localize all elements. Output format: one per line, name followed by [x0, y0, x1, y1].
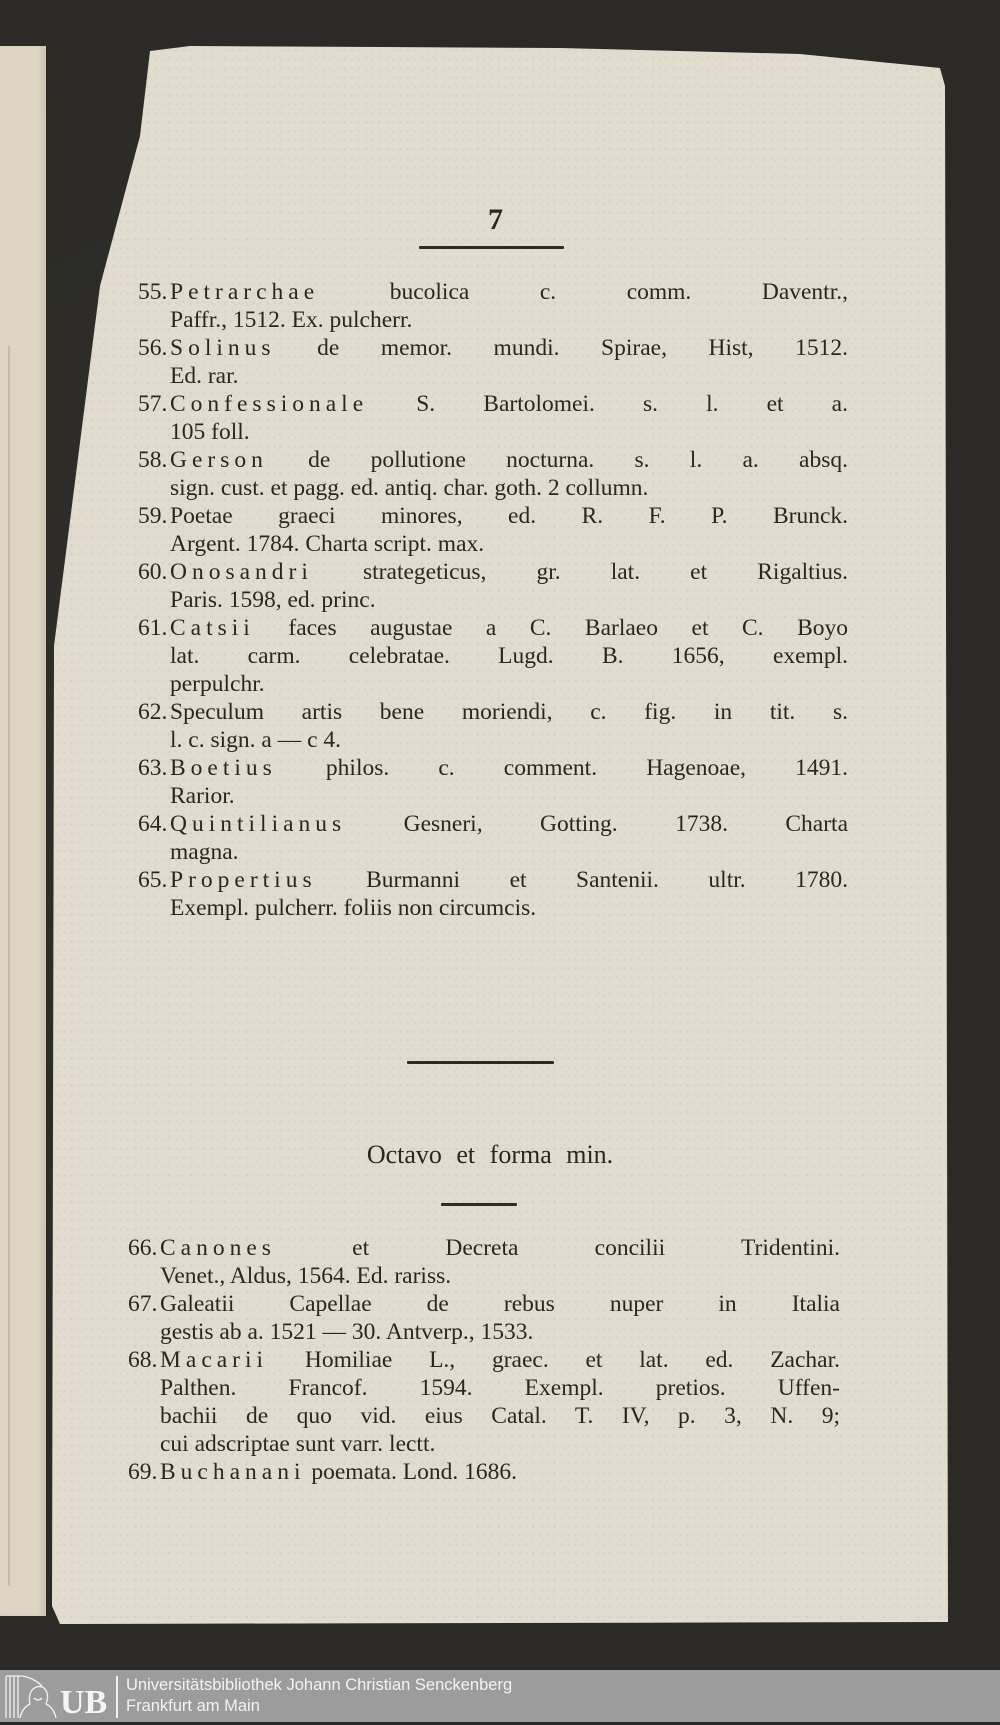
entry-number: 65.	[138, 867, 168, 893]
entry-continuation-line: sign. cust. et pagg. ed. antiq. char. goth. 2 collumn.	[170, 475, 649, 501]
entry-author-spaced: Petrarchae	[170, 279, 320, 305]
entry-number: 62.	[138, 699, 168, 725]
entry-title-rest: Burmanni et Santenii. ultr. 1780.	[316, 867, 848, 893]
entry-continuation-line: Paris. 1598, ed. princ.	[170, 587, 376, 613]
entry-continuation-line: Venet., Aldus, 1564. Ed. rariss.	[160, 1263, 452, 1289]
catalog-entries-quarto	[138, 278, 848, 922]
entry-title-line	[160, 1234, 840, 1262]
catalog-entry	[138, 558, 848, 614]
entry-number: 57.	[138, 391, 168, 417]
catalog-entry	[138, 866, 848, 922]
entry-author-spaced: Macarii	[160, 1347, 269, 1373]
ub-portrait-logo-icon	[2, 1672, 116, 1720]
entry-continuation-line: l. c. sign. a — c 4.	[170, 727, 341, 753]
entry-number: 66.	[128, 1235, 158, 1261]
entry-continuation-line: 105 foll.	[170, 419, 250, 445]
catalog-entry	[138, 698, 848, 754]
entry-continuation-line: Paffr., 1512. Ex. pulcherr.	[170, 307, 413, 333]
entry-number: 55.	[138, 279, 168, 305]
entry-title-line	[170, 446, 848, 474]
entry-continuation-line: Argent. 1784. Charta script. max.	[170, 531, 485, 557]
entry-continuation-line: Palthen. Francof. 1594. Exempl. pretios. Uffen-	[160, 1375, 840, 1401]
entry-number: 63.	[138, 755, 168, 781]
entry-title-line	[170, 278, 848, 306]
entry-title-rest: et Decreta concilii Tridentini.	[275, 1235, 840, 1261]
entry-author-spaced: Canones	[160, 1235, 276, 1261]
catalog-entries-octavo	[128, 1234, 840, 1486]
entry-title-line	[170, 754, 848, 782]
entry-author-spaced: Propertius	[170, 867, 317, 893]
entry-title-rest: de pollutione nocturna. s. l. a. absq.	[267, 447, 848, 473]
entry-title-line	[170, 558, 848, 586]
entry-title-line	[160, 1458, 840, 1486]
entry-number: 58.	[138, 447, 168, 473]
section-divider-rule	[407, 1061, 554, 1064]
entry-title-line	[160, 1290, 840, 1318]
entry-number: 67.	[128, 1291, 158, 1317]
entry-number: 56.	[138, 335, 168, 361]
logo-divider	[116, 1676, 118, 1718]
entry-title-rest: Poetae graeci minores, ed. R. F. P. Brunck.	[170, 503, 848, 529]
entry-author-spaced: Onosandri	[170, 559, 313, 585]
entry-number: 69.	[128, 1459, 158, 1485]
library-footer-bar	[0, 1670, 1000, 1722]
entry-number: 59.	[138, 503, 168, 529]
entry-title-line	[170, 698, 848, 726]
entry-title-rest: de memor. mundi. Spirae, Hist, 1512.	[275, 335, 848, 361]
entry-title-line	[170, 502, 848, 530]
ub-logo-text: UB	[60, 1684, 108, 1720]
entry-title-rest: philos. c. comment. Hagenoae, 1491.	[276, 755, 848, 781]
section-heading-rule	[441, 1203, 517, 1206]
entry-number: 61.	[138, 615, 168, 641]
entry-author-spaced: Gerson	[170, 447, 268, 473]
header-rule	[419, 246, 564, 249]
catalog-entry	[128, 1234, 840, 1290]
entry-title-rest: Homiliae L., graec. et lat. ed. Zachar.	[268, 1347, 840, 1373]
entry-title-rest: strategeticus, gr. lat. et Rigaltius.	[312, 559, 848, 585]
entry-number: 64.	[138, 811, 168, 837]
entry-author-spaced: Boetius	[170, 755, 277, 781]
catalog-entry	[138, 334, 848, 390]
entry-author-spaced: Confessionale	[170, 391, 369, 417]
entry-title-rest: Gesneri, Gotting. 1738. Charta	[346, 811, 848, 837]
entry-title-rest: Galeatii Capellae de rebus nuper in Italia	[160, 1291, 840, 1317]
entry-continuation-line: perpulchr.	[170, 671, 265, 697]
catalog-entry	[128, 1458, 840, 1486]
entry-title-rest: faces augustae a C. Barlaeo et C. Boyo	[254, 615, 848, 641]
entry-title-rest: Speculum artis bene moriendi, c. fig. in tit. s.	[170, 699, 848, 725]
institution-name: Universitätsbibliothek Johann Christian Senckenberg	[126, 1676, 513, 1694]
catalog-entry	[138, 446, 848, 502]
catalog-entry	[128, 1346, 840, 1458]
entry-author-spaced: Buchanani	[160, 1459, 306, 1485]
catalog-entry	[138, 754, 848, 810]
entry-title-rest: S. Bartolomei. s. l. et a.	[368, 391, 848, 417]
entry-continuation-line: Exempl. pulcherr. foliis non circumcis.	[170, 895, 537, 921]
catalog-entry	[138, 390, 848, 446]
catalog-entry	[138, 810, 848, 866]
entry-title-line	[170, 334, 848, 362]
page-number: 7	[488, 203, 504, 236]
institution-city: Frankfurt am Main	[126, 1697, 260, 1715]
entry-continuation-line: magna.	[170, 839, 239, 865]
entry-title-line	[170, 810, 848, 838]
entry-continuation-line: Rarior.	[170, 783, 235, 809]
section-heading: Octavo et forma min.	[366, 1140, 614, 1169]
entry-author-spaced: Quintilianus	[170, 811, 347, 837]
entry-author-spaced: Solinus	[170, 335, 276, 361]
catalog-entry	[138, 614, 848, 698]
entry-continuation-line: gestis ab a. 1521 — 30. Antverp., 1533.	[160, 1319, 534, 1345]
entry-title-rest: bucolica c. comm. Daventr.,	[319, 279, 848, 305]
entry-title-rest: poemata. Lond. 1686.	[305, 1459, 517, 1485]
entry-title-line	[170, 866, 848, 894]
entry-title-line	[160, 1346, 840, 1374]
entry-continuation-line: Ed. rar.	[170, 363, 239, 389]
entry-title-line	[170, 390, 848, 418]
catalog-entry	[138, 278, 848, 334]
entry-number: 68.	[128, 1347, 158, 1373]
catalog-entry	[138, 502, 848, 558]
entry-continuation-line: cui adscriptae sunt varr. lectt.	[160, 1431, 436, 1457]
entry-author-spaced: Catsii	[170, 615, 255, 641]
entry-continuation-line: bachii de quo vid. eius Catal. T. IV, p. 3, N. 9;	[160, 1403, 840, 1429]
entry-continuation-line: lat. carm. celebratae. Lugd. B. 1656, exempl.	[170, 643, 848, 669]
entry-title-line	[170, 614, 848, 642]
catalog-entry	[128, 1290, 840, 1346]
entry-number: 60.	[138, 559, 168, 585]
